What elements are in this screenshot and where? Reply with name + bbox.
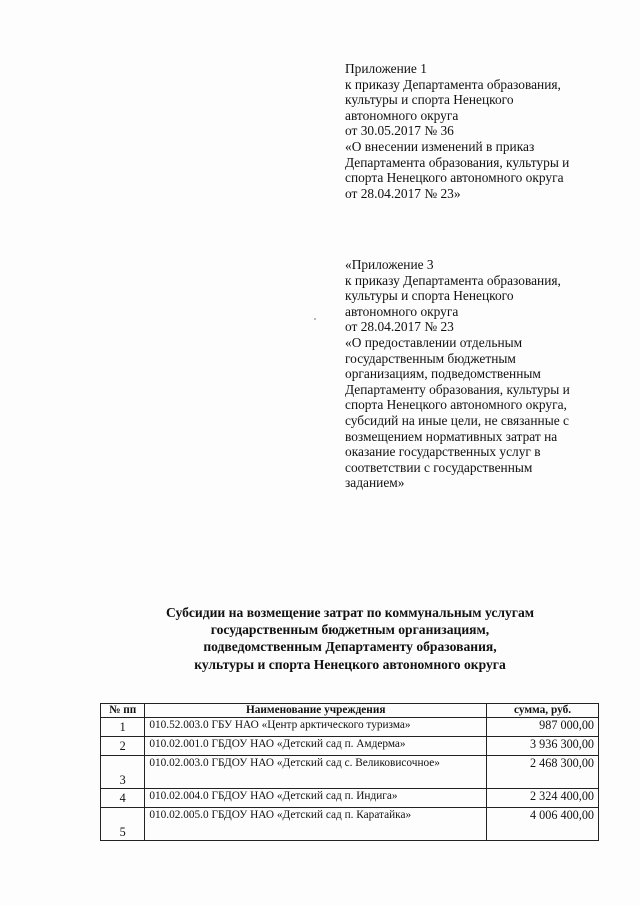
subsidies-table: [100, 703, 599, 841]
heading-line: Субсидии на возмещение затрат по коммунальным услугам: [165, 605, 535, 620]
annex-3-line: оказание государственных услуг в: [345, 444, 541, 460]
table-header-row: [101, 704, 599, 718]
document-heading: [100, 604, 600, 673]
row-num: 3: [101, 756, 145, 789]
table-row: [101, 756, 599, 789]
annex-1-line: к приказу Департамента образования,: [345, 76, 561, 92]
annex-1-line: Департамента образования, культуры и: [345, 154, 570, 170]
row-name: 010.52.003.0 ГБУ НАО «Центр арктического туризма»: [145, 718, 487, 737]
header-num: № пп: [101, 704, 145, 718]
table-row: [101, 789, 599, 808]
annex-3-line: государственным бюджетным: [345, 350, 516, 366]
annex-3-line: организациям, подведомственным: [345, 366, 541, 382]
annex-3-line: Департаменту образования, культуры и: [345, 381, 570, 397]
annex-1-line: Приложение 1: [345, 61, 427, 76]
table-row: [101, 808, 599, 841]
annex-3-line: автономного округа: [345, 303, 459, 319]
annex-3-line: от 28.04.2017 № 23: [345, 319, 454, 335]
header-sum: сумма, руб.: [487, 704, 599, 718]
row-name: 010.02.003.0 ГБДОУ НАО «Детский сад с. Великовисочное»: [145, 756, 487, 789]
heading-line: культуры и спорта Ненецкого автономного округа: [194, 656, 506, 672]
row-num: 2: [101, 737, 145, 756]
row-sum: 3 936 300,00: [487, 737, 599, 756]
header-name: Наименование учреждения: [145, 704, 487, 718]
annex-3-line: возмещением нормативных затрат на: [345, 428, 558, 444]
annex-3-line: спорта Ненецкого автономного округа,: [345, 397, 567, 413]
annex-1-line: от 28.04.2017 № 23»: [345, 185, 461, 201]
annex-3-line: к приказу Департамента образования,: [345, 272, 561, 288]
annex-3-line: «О предоставлении отдельным: [345, 334, 523, 350]
heading-line: государственным бюджетным организациям,: [210, 622, 490, 638]
row-num: 1: [101, 718, 145, 737]
annex-1-line: от 30.05.2017 № 36: [345, 123, 454, 139]
row-name: 010.02.001.0 ГБДОУ НАО «Детский сад п. Амдерма»: [145, 737, 487, 756]
row-name: 010.02.005.0 ГБДОУ НАО «Детский сад п. Каратайка»: [145, 808, 487, 841]
annex-1-line: спорта Ненецкого автономного округа: [345, 170, 564, 186]
annex-3-line: соответствии с государственным: [345, 459, 533, 475]
annex-1-line: автономного округа: [345, 107, 459, 123]
annex-1-line: «О внесении изменений в приказ: [345, 138, 535, 154]
row-sum: 2 468 300,00: [487, 756, 599, 789]
annex-1-block: [345, 61, 605, 201]
heading-line: подведомственным Департаменту образования,: [203, 639, 497, 655]
row-name: 010.02.004.0 ГБДОУ НАО «Детский сад п. Индига»: [145, 789, 487, 808]
scan-speck: [314, 318, 316, 320]
table-row: [101, 718, 599, 737]
table-row: [101, 737, 599, 756]
row-sum: 987 000,00: [487, 718, 599, 737]
annex-3-line: заданием»: [345, 475, 405, 491]
annex-3-line: культуры и спорта Ненецкого: [345, 288, 514, 304]
annex-3-line: «Приложение 3: [345, 257, 434, 272]
annex-3-line: субсидий на иные цели, не связанные с: [345, 412, 569, 428]
row-sum: 2 324 400,00: [487, 789, 599, 808]
row-num: 4: [101, 789, 145, 808]
row-sum: 4 006 400,00: [487, 808, 599, 841]
row-num: 5: [101, 808, 145, 841]
annex-3-block: [345, 257, 605, 491]
annex-1-line: культуры и спорта Ненецкого: [345, 92, 514, 108]
